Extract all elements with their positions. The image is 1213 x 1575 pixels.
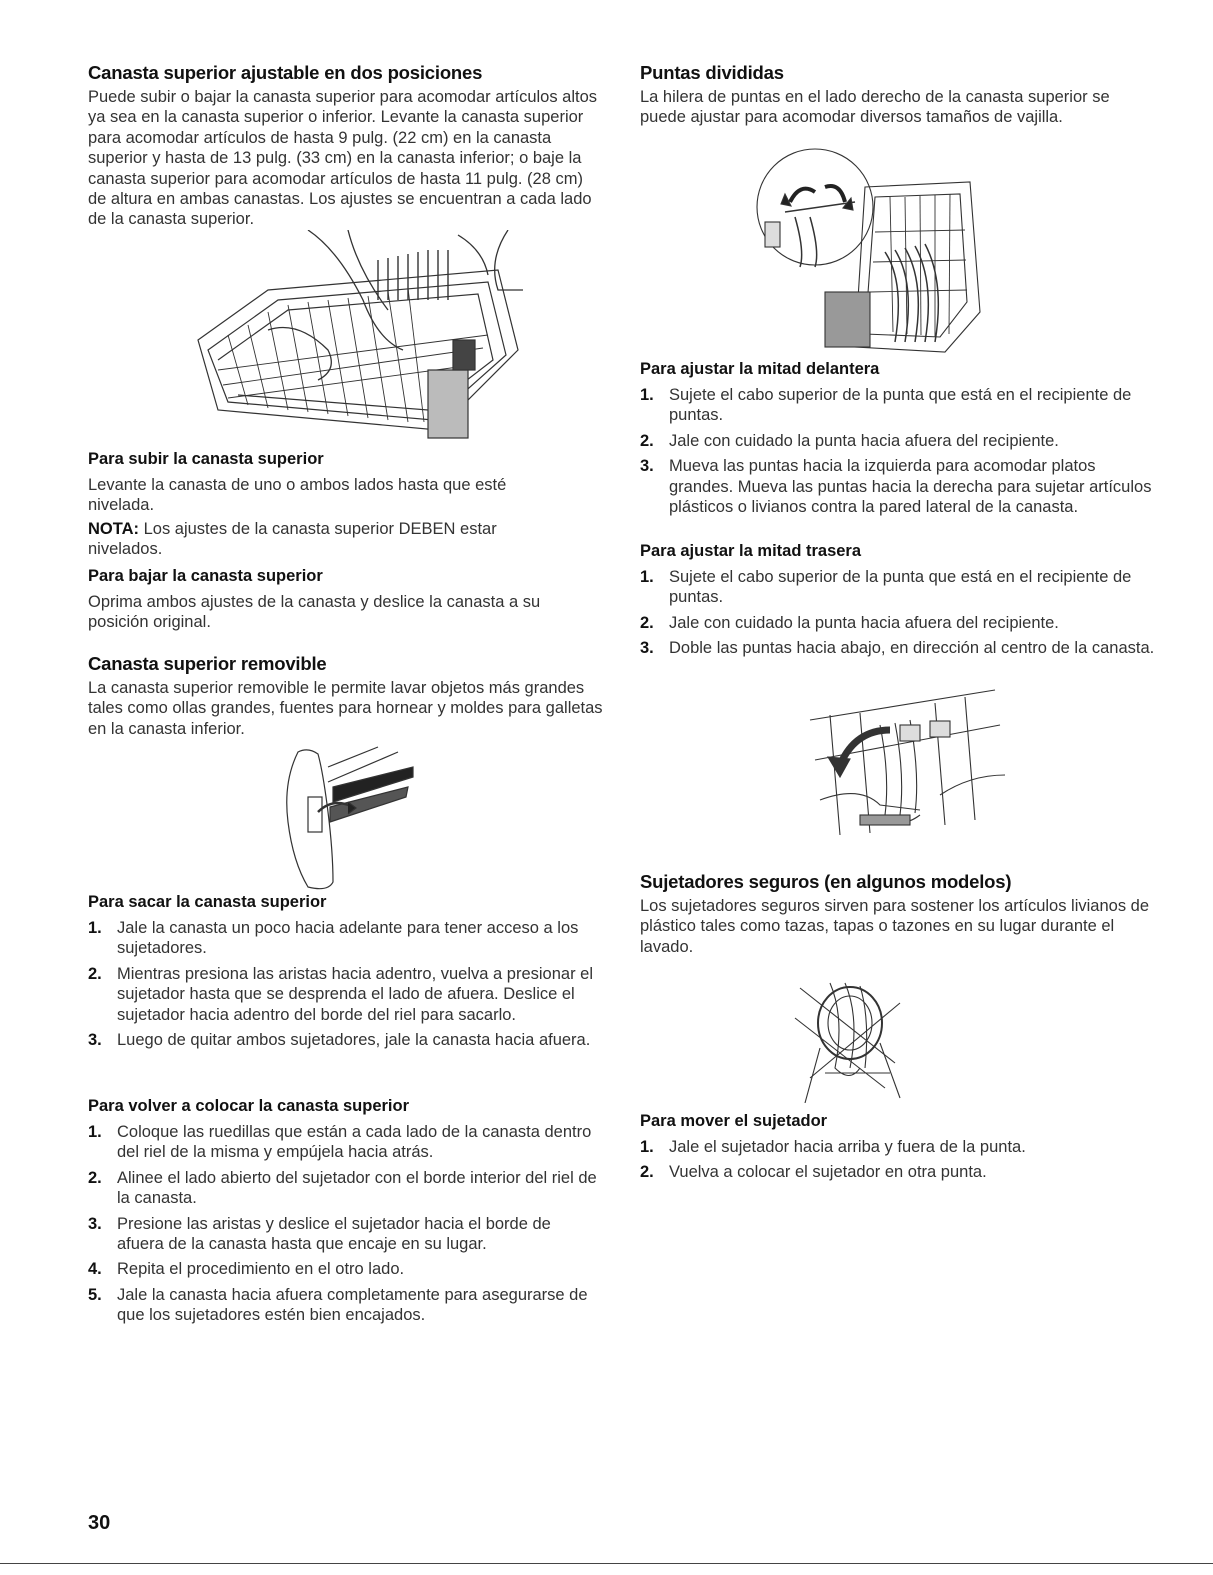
subheading-replace-rack: Para volver a colocar la canasta superior	[88, 1097, 410, 1115]
rack-clip-illustration	[278, 742, 418, 892]
subheading-adjust-front-half: Para ajustar la mitad delantera	[640, 360, 880, 378]
step-number: 1.	[640, 568, 654, 586]
step-number: 3.	[88, 1031, 102, 1050]
section-title-split-tines: Puntas divididas	[640, 62, 784, 83]
tines-illustration	[755, 142, 985, 357]
step-number: 1.	[640, 1138, 654, 1156]
step-number: 2.	[640, 1163, 654, 1182]
list-item	[640, 385, 1155, 426]
tines-fold-illustration	[800, 685, 1010, 840]
subheading-adjust-back-half: Para ajustar la mitad trasera	[640, 542, 862, 560]
adjustable-rack-body: Puede subir o bajar la canasta superior para acomodar artículos altos ya sea en la canasta superior o inferior. Levante la canasta superior para acomodar artículos de hasta 9 pulg. (22 cm) en la canasta superior y hasta de 13 pulg. (33 cm) en la canasta inferior; o baje la canasta superior para acomodar artículos de hasta 11 pulg. (28 cm) de altura en ambas canastas. Los ajustes se encuentran a cada lado de la canasta superior.	[88, 88, 598, 229]
step-text: Sujete el cabo superior de la punta que está en el recipiente de puntas.	[669, 568, 1132, 607]
step-text: Jale con cuidado la punta hacia afuera del recipiente.	[669, 613, 1059, 632]
replace-rack-steps	[88, 1122, 598, 1331]
step-number: 2.	[88, 964, 102, 983]
list-item	[640, 1137, 1155, 1157]
rack-adjust-illustration	[188, 230, 523, 440]
step-number: 2.	[88, 1168, 102, 1187]
step-text: Presione las aristas y deslice el sujetador hacia el borde de afuera de la canasta hasta que encaje en su lugar.	[117, 1214, 551, 1254]
page-bottom-rule	[0, 1563, 1213, 1564]
list-item	[640, 613, 1155, 633]
step-number: 3.	[640, 457, 654, 476]
page-number: 30	[88, 1512, 111, 1534]
step-text: Jale el sujetador hacia arriba y fuera de la punta.	[669, 1138, 1026, 1156]
step-number: 5.	[88, 1285, 102, 1304]
step-text: Mueva las puntas hacia la izquierda para acomodar platos grandes. Mueva las puntas hacia la derecha para sujetar artículos plásticos o livianos contra la pared lateral de la canasta.	[669, 457, 1152, 517]
step-number: 2.	[640, 613, 654, 632]
step-text: Alinee el lado abierto del sujetador con el borde interior del riel de la canasta.	[117, 1168, 597, 1208]
split-tines-body: La hilera de puntas en el lado derecho de la canasta superior se puede ajustar para acomodar diversos tamaños de vajilla.	[640, 88, 1110, 127]
section-title-removable-rack: Canasta superior removible	[88, 653, 327, 674]
step-text: Vuelva a colocar el sujetador en otra punta.	[669, 1163, 987, 1182]
subheading-move-clip: Para mover el sujetador	[640, 1112, 828, 1130]
step-text: Sujete el cabo superior de la punta que está en el recipiente de puntas.	[669, 386, 1132, 425]
list-item	[88, 1259, 598, 1279]
lower-rack-body: Oprima ambos ajustes de la canasta y deslice la canasta a su posición original.	[88, 593, 541, 632]
step-number: 4.	[88, 1260, 102, 1279]
list-item	[640, 431, 1155, 451]
section-title-secure-clips: Sujetadores seguros (en algunos modelos)	[640, 871, 1012, 892]
move-clip-steps	[640, 1137, 1155, 1188]
note-text: Los ajustes de la canasta superior DEBEN estar nivelados.	[88, 520, 497, 559]
step-number: 1.	[640, 386, 654, 404]
step-text: Jale la canasta un poco hacia adelante para tener acceso a los sujetadores.	[117, 919, 579, 958]
step-text: Mientras presiona las aristas hacia adentro, vuelva a presionar el sujetador hasta que se desprenda el lado de afuera. Deslice el sujetador hacia adentro del borde del riel para sacarlo.	[117, 964, 594, 1024]
front-half-steps	[640, 385, 1155, 522]
raise-rack-body: Levante la canasta de uno o ambos lados hasta que esté nivelada.	[88, 476, 507, 515]
back-half-steps	[640, 567, 1155, 664]
section-title-adjustable-rack: Canasta superior ajustable en dos posiciones	[88, 62, 483, 83]
list-item	[88, 1122, 598, 1163]
removable-rack-body: La canasta superior removible le permite lavar objetos más grandes tales como ollas grandes, fuentes para hornear y moldes para galletas en la canasta inferior.	[88, 679, 603, 738]
secure-clip-illustration	[790, 978, 905, 1103]
list-item	[88, 1030, 598, 1050]
subheading-remove-rack: Para sacar la canasta superior	[88, 893, 327, 911]
list-item	[88, 918, 598, 959]
list-item	[88, 1168, 598, 1209]
step-text: Luego de quitar ambos sujetadores, jale la canasta hacia afuera.	[117, 1031, 591, 1050]
step-number: 3.	[88, 1214, 102, 1233]
note-label: NOTA:	[88, 520, 140, 538]
list-item	[640, 567, 1155, 608]
raise-rack-note	[88, 519, 558, 560]
secure-clips-body: Los sujetadores seguros sirven para sostener los artículos livianos de plástico tales como tazas, tapas o tazones en su lugar durante el lavado.	[640, 897, 1150, 956]
step-text: Repita el procedimiento en el otro lado.	[117, 1260, 405, 1279]
step-text: Coloque las ruedillas que están a cada lado de la canasta dentro del riel de la misma y empújela hacia atrás.	[117, 1123, 592, 1162]
list-item	[640, 1162, 1155, 1182]
step-number: 1.	[88, 919, 102, 937]
step-text: Jale con cuidado la punta hacia afuera del recipiente.	[669, 431, 1059, 450]
list-item	[88, 1285, 598, 1326]
remove-rack-steps	[88, 918, 598, 1055]
list-item	[640, 456, 1155, 517]
list-item	[88, 1214, 598, 1255]
list-item	[88, 964, 598, 1025]
step-text: Jale la canasta hacia afuera completamente para asegurarse de que los sujetadores estén bien encajados.	[117, 1285, 588, 1325]
step-number: 1.	[88, 1123, 102, 1141]
list-item	[640, 638, 1155, 658]
subheading-lower-rack: Para bajar la canasta superior	[88, 567, 323, 585]
step-number: 2.	[640, 431, 654, 450]
step-text: Doble las puntas hacia abajo, en dirección al centro de la canasta.	[669, 639, 1155, 658]
subheading-raise-rack: Para subir la canasta superior	[88, 450, 324, 468]
step-number: 3.	[640, 639, 654, 658]
